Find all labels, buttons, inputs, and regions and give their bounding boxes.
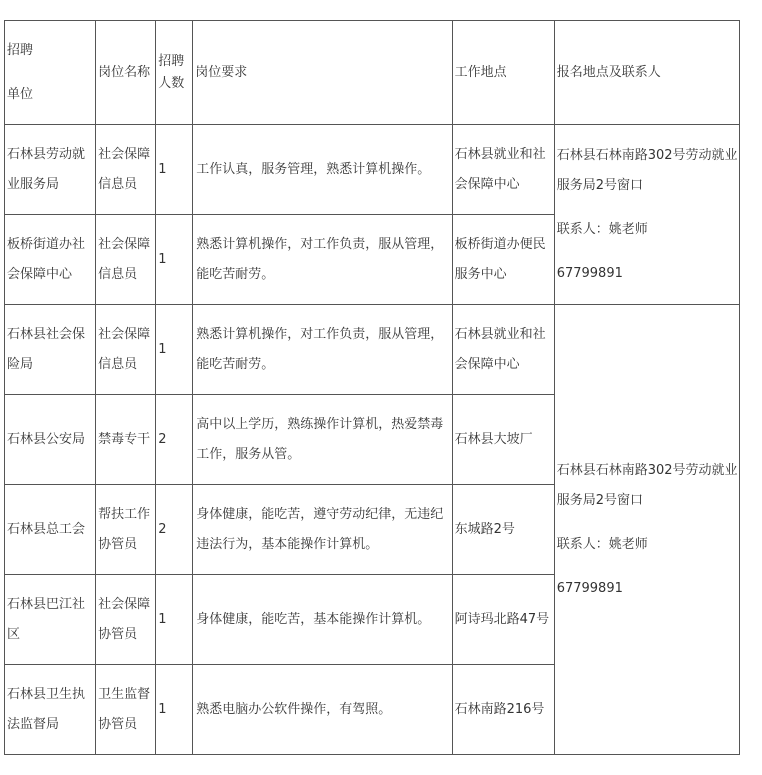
cell-count: 1 bbox=[156, 125, 193, 215]
cell-requirements: 高中以上学历，熟练操作计算机，热爱禁毒工作，服务从管。 bbox=[193, 395, 452, 485]
cell-requirements: 熟悉电脑办公软件操作，有驾照。 bbox=[193, 665, 452, 755]
cell-unit: 石林县社会保险局 bbox=[5, 305, 96, 395]
cell-position: 帮扶工作协管员 bbox=[96, 485, 156, 575]
contact-person: 联系人：姚老师 bbox=[556, 221, 648, 237]
cell-unit: 石林县巴江社区 bbox=[5, 575, 96, 665]
cell-location: 石林县大坡厂 bbox=[452, 395, 554, 485]
cell-location: 阿诗玛北路47号 bbox=[452, 575, 554, 665]
cell-unit: 石林县公安局 bbox=[5, 395, 96, 485]
header-unit: 招聘 单位 bbox=[5, 21, 96, 125]
cell-location: 石林南路216号 bbox=[452, 665, 554, 755]
cell-position: 禁毒专干 bbox=[96, 395, 156, 485]
cell-requirements: 熟悉计算机操作，对工作负责，服从管理，能吃苦耐劳。 bbox=[193, 215, 452, 305]
contact-phone: 67799891 bbox=[556, 265, 623, 281]
cell-unit: 板桥街道办社会保障中心 bbox=[5, 215, 96, 305]
cell-count: 2 bbox=[156, 395, 193, 485]
cell-unit: 石林县卫生执法监督局 bbox=[5, 665, 96, 755]
table-row bbox=[5, 125, 740, 215]
cell-requirements: 身体健康，能吃苦，遵守劳动纪律，无违纪违法行为，基本能操作计算机。 bbox=[193, 485, 452, 575]
contact-address: 石林县石林南路302号劳动就业服务局2号窗口 bbox=[556, 147, 738, 193]
cell-unit: 石林县总工会 bbox=[5, 485, 96, 575]
cell-contact-2 bbox=[554, 305, 739, 755]
cell-position: 社会保障信息员 bbox=[96, 125, 156, 215]
cell-requirements: 身体健康，能吃苦，基本能操作计算机。 bbox=[193, 575, 452, 665]
cell-contact-1 bbox=[554, 125, 739, 305]
cell-position: 社会保障信息员 bbox=[96, 215, 156, 305]
cell-position: 社会保障协管员 bbox=[96, 575, 156, 665]
recruitment-table bbox=[4, 20, 740, 755]
cell-count: 2 bbox=[156, 485, 193, 575]
cell-unit: 石林县劳动就业服务局 bbox=[5, 125, 96, 215]
header-requirements: 岗位要求 bbox=[193, 21, 452, 125]
cell-position: 社会保障信息员 bbox=[96, 305, 156, 395]
header-row bbox=[5, 21, 740, 125]
table-row bbox=[5, 305, 740, 395]
cell-position: 卫生监督协管员 bbox=[96, 665, 156, 755]
cell-location: 板桥街道办便民服务中心 bbox=[452, 215, 554, 305]
cell-location: 石林县就业和社会保障中心 bbox=[452, 305, 554, 395]
contact-phone: 67799891 bbox=[556, 580, 623, 596]
cell-count: 1 bbox=[156, 305, 193, 395]
header-position: 岗位名称 bbox=[96, 21, 156, 125]
cell-count: 1 bbox=[156, 575, 193, 665]
contact-person: 联系人：姚老师 bbox=[556, 536, 648, 552]
contact-address: 石林县石林南路302号劳动就业服务局2号窗口 bbox=[556, 462, 738, 508]
cell-location: 石林县就业和社会保障中心 bbox=[452, 125, 554, 215]
cell-count: 1 bbox=[156, 665, 193, 755]
cell-count: 1 bbox=[156, 215, 193, 305]
cell-requirements: 工作认真，服务管理，熟悉计算机操作。 bbox=[193, 125, 452, 215]
header-location: 工作地点 bbox=[452, 21, 554, 125]
cell-location: 东城路2号 bbox=[452, 485, 554, 575]
header-count: 招聘 人数 bbox=[156, 21, 193, 125]
header-contact: 报名地点及联系人 bbox=[554, 21, 739, 125]
cell-requirements: 熟悉计算机操作，对工作负责，服从管理，能吃苦耐劳。 bbox=[193, 305, 452, 395]
